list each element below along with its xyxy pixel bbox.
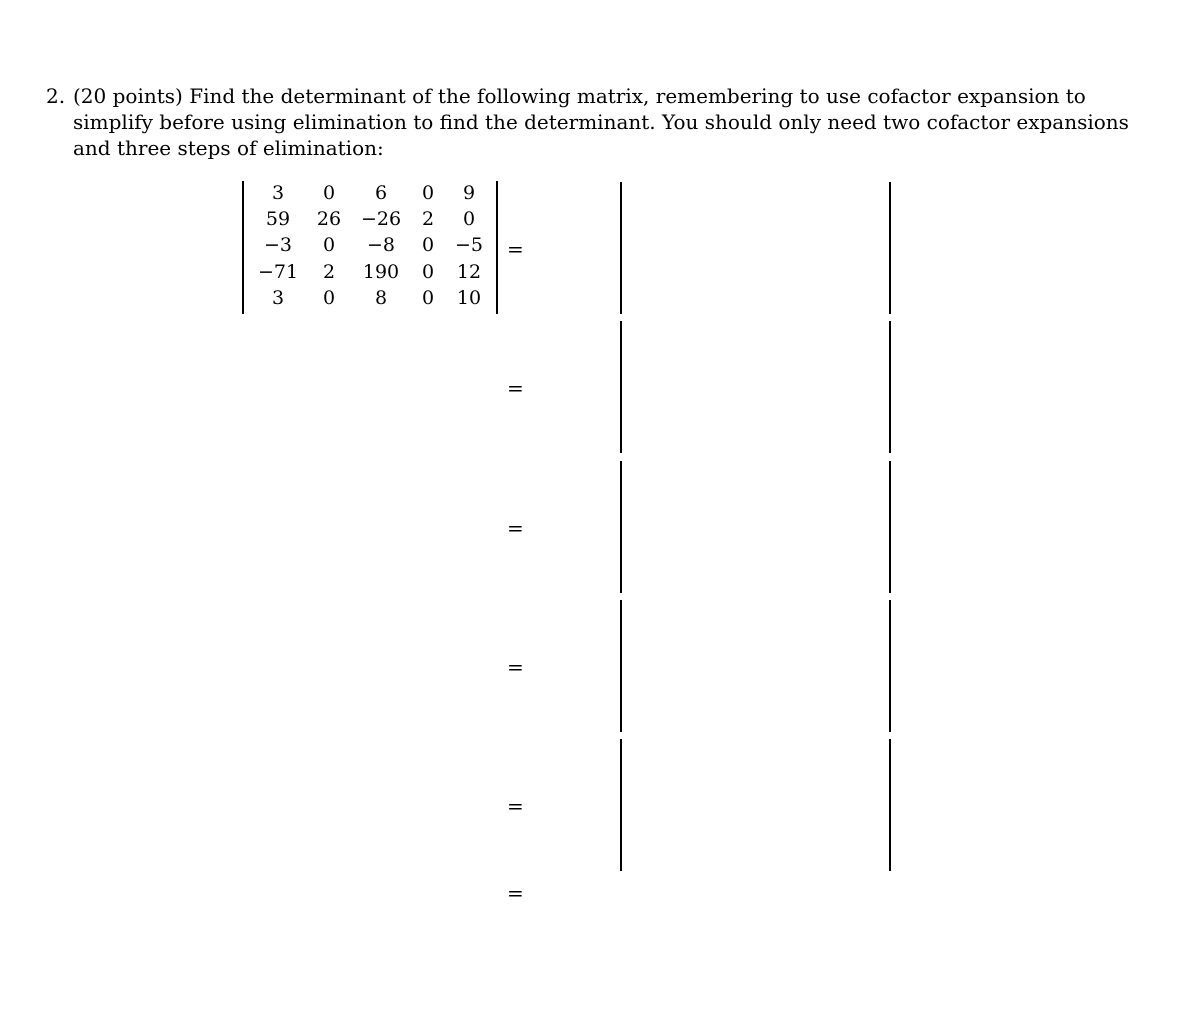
matrix-cell-r3-c2: 0 (322, 234, 336, 256)
blank-determinant-5-right-bar (889, 739, 891, 871)
blank-determinant-1-right-bar (889, 182, 891, 314)
problem-number: 2. (46, 84, 66, 108)
matrix-cell-r2-c3: −26 (360, 208, 402, 230)
matrix-cell-r1-c3: 6 (374, 182, 388, 204)
equals-sign-4: = (507, 655, 524, 679)
blank-determinant-3-right-bar (889, 461, 891, 593)
blank-determinant-3-left-bar (620, 461, 622, 593)
matrix-cell-r2-c5: 0 (462, 208, 476, 230)
matrix-cell-r4-c1: −71 (257, 261, 299, 283)
matrix-cell-r5-c2: 0 (322, 287, 336, 309)
blank-determinant-4-left-bar (620, 600, 622, 732)
matrix-cell-r5-c3: 8 (374, 287, 388, 309)
matrix-cell-r3-c5: −5 (454, 234, 484, 256)
problem-statement (46, 83, 1129, 161)
blank-determinant-4-right-bar (889, 600, 891, 732)
matrix-cell-r4-c2: 2 (322, 261, 336, 283)
problem-text-line-1: (20 points) Find the determinant of the following matrix, remembering to use cofactor expansion to (73, 84, 1086, 108)
matrix-cell-r3-c4: 0 (421, 234, 435, 256)
matrix-cell-r4-c4: 0 (421, 261, 435, 283)
matrix-cell-r5-c5: 10 (456, 287, 482, 309)
problem-line-1 (46, 83, 1086, 109)
matrix-cell-r1-c5: 9 (462, 182, 476, 204)
matrix-cell-r1-c1: 3 (271, 182, 285, 204)
matrix-cell-r2-c2: 26 (316, 208, 342, 230)
determinant-right-bar (496, 181, 498, 314)
matrix-cell-r1-c2: 0 (322, 182, 336, 204)
matrix-cell-r3-c3: −8 (366, 234, 396, 256)
matrix-cell-r4-c3: 190 (362, 261, 400, 283)
matrix-cell-r4-c5: 12 (456, 261, 482, 283)
equals-sign-3: = (507, 516, 524, 540)
equals-sign-5: = (507, 794, 524, 818)
blank-determinant-1-left-bar (620, 182, 622, 314)
equals-sign-2: = (507, 376, 524, 400)
determinant-left-bar (242, 181, 244, 314)
matrix-cell-r5-c1: 3 (271, 287, 285, 309)
blank-determinant-2-left-bar (620, 321, 622, 453)
blank-determinant-5-left-bar (620, 739, 622, 871)
matrix-cell-r5-c4: 0 (421, 287, 435, 309)
problem-line-3: and three steps of elimination: (73, 136, 384, 160)
equals-sign-1: = (507, 237, 524, 261)
matrix-cell-r3-c1: −3 (263, 234, 293, 256)
matrix-cell-r2-c1: 59 (265, 208, 291, 230)
equals-sign-6: = (507, 881, 524, 905)
matrix-cell-r1-c4: 0 (421, 182, 435, 204)
blank-determinant-2-right-bar (889, 321, 891, 453)
matrix-cell-r2-c4: 2 (421, 208, 435, 230)
problem-line-2: simplify before using elimination to find the determinant. You should only need two cofactor expansions (73, 110, 1129, 134)
